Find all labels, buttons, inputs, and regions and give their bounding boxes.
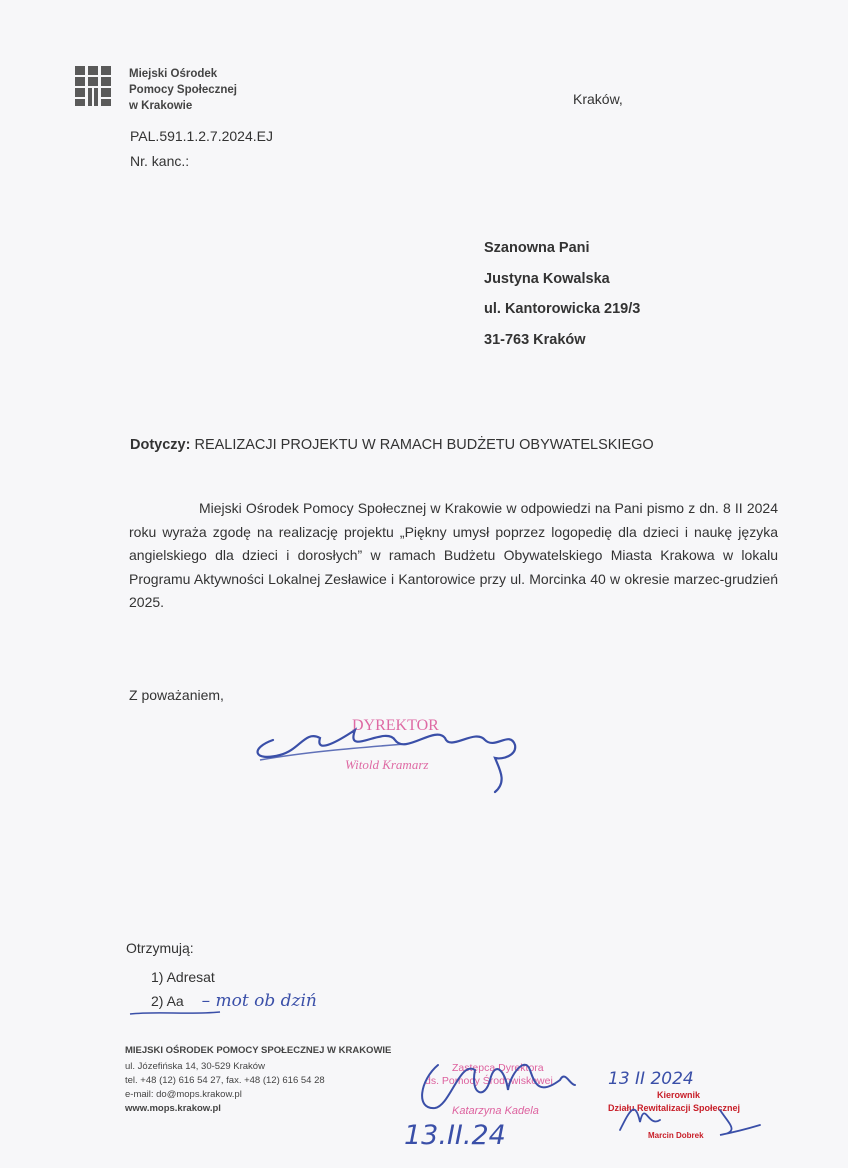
stamp-title: DYREKTOR [352, 717, 439, 734]
subject-text: REALIZACJI PROJEKTU W RAMACH BUDŻETU OBYWATELSKIEGO [194, 437, 654, 453]
footer-phone: tel. +48 (12) 616 54 27, fax. +48 (12) 616 54 28 [125, 1075, 325, 1086]
addressee-name: Justyna Kowalska [484, 270, 610, 287]
handwritten-underline [128, 1008, 223, 1018]
org-line-1: Miejski Ośrodek [129, 68, 218, 80]
svg-text:Marcin Dobrek: Marcin Dobrek [648, 1131, 704, 1140]
handwritten-note: – mot ob dziń [201, 991, 317, 1011]
closing-phrase: Z poważaniem, [129, 687, 224, 703]
svg-text:Zastępca Dyrektora: Zastępca Dyrektora [452, 1062, 544, 1074]
footer-email: e-mail: do@mops.krakow.pl [125, 1089, 242, 1100]
svg-text:ds. Pomocy Środowiskowej: ds. Pomocy Środowiskowej [425, 1075, 553, 1087]
svg-text:Katarzyna Kadela: Katarzyna Kadela [452, 1105, 539, 1117]
reference-number: PAL.591.1.2.7.2024.EJ [130, 128, 273, 144]
footer-contact [125, 1044, 391, 1116]
recipients-list [151, 965, 317, 1013]
footer-org-name: MIEJSKI OŚRODEK POMOCY SPOŁECZNEJ W KRAKOWIE [125, 1045, 392, 1056]
organization-name [129, 66, 237, 114]
recipient-item: 2) Aa – mot ob dziń [151, 991, 317, 1011]
recipients-label: Otrzymują: [126, 940, 194, 956]
svg-text:Kierownik: Kierownik [657, 1090, 701, 1100]
department-head-stamp [608, 1069, 760, 1140]
body-paragraph: Miejski Ośrodek Pomocy Społecznej w Krakowie w odpowiedzi na Pani pismo z dn. 8 II 2024 roku wyraża zgodę na realizację projektu „Piękny umysł poprzez logopedię dla dzieci i naukę języka angielskiego dla dzieci i dorosłych” w ramach Budżetu Obywatelskiego Miasta Krakowa w lokalu Programu Aktywności Lokalnej Zesławice i Kantorowice przy ul. Morcinka 40 w okresie marzec-grudzień 2025. [129, 500, 778, 610]
director-signature [245, 700, 545, 810]
addressee-block [484, 233, 640, 355]
addressee-street: ul. Kantorowicka 219/3 [484, 301, 641, 317]
footer-website: www.mops.krakow.pl [125, 1103, 221, 1114]
stamp-name: Witold Kramarz [345, 757, 429, 772]
addressee-city: 31-763 Kraków [484, 331, 586, 348]
org-line-2: Pomocy Społecznej [129, 84, 238, 96]
subject-label: Dotyczy: [130, 437, 191, 453]
approval-stamps [390, 1040, 790, 1168]
handwritten-date-1: 13.II.24 [404, 1120, 506, 1151]
office-number: Nr. kanc.: [130, 153, 190, 169]
mops-logo-icon [75, 66, 111, 106]
city-date: Kraków, [573, 91, 623, 107]
svg-text:Działu Rewitalizacji Społeczne: Działu Rewitalizacji Społecznej [608, 1103, 741, 1113]
handwritten-date-2: 13 II 2024 [608, 1069, 694, 1089]
org-line-3: w Krakowie [129, 100, 193, 112]
addressee-salutation: Szanowna Pani [484, 240, 590, 256]
subject-line [130, 437, 654, 453]
footer-address: ul. Józefińska 14, 30-529 Kraków [125, 1061, 265, 1072]
deputy-director-stamp [404, 1062, 575, 1151]
recipient-item: 1) Adresat [151, 969, 215, 985]
